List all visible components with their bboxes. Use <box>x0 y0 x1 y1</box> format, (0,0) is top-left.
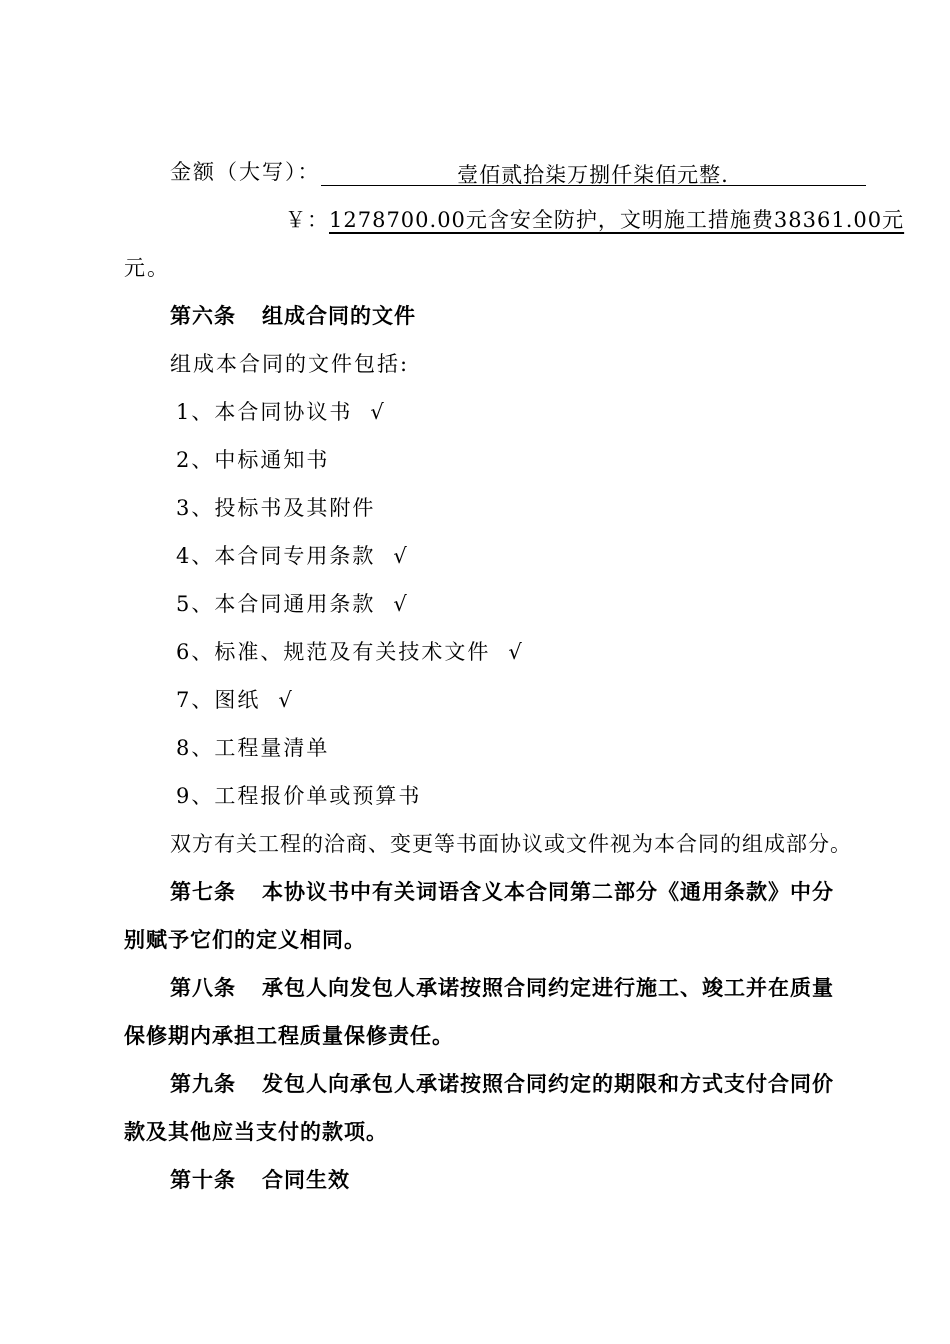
list-item <box>176 542 409 570</box>
checkmark-icon: √ <box>393 544 409 568</box>
amount-numeric-prefix: ￥： <box>285 208 329 232</box>
article8-number: 第八条 <box>170 976 236 1000</box>
list-item-text: 6、标准、规范及有关技术文件 <box>176 640 491 664</box>
list-item-text: 3、投标书及其附件 <box>176 496 376 520</box>
article8-line2: 保修期内承担工程质量保修责任。 <box>124 1024 454 1048</box>
list-item-text: 4、本合同专用条款 <box>176 544 376 568</box>
article6-number: 第六条 <box>170 304 236 328</box>
article9-line1 <box>170 1070 834 1098</box>
list-item-text: 9、工程报价单或预算书 <box>176 784 422 808</box>
article9-number: 第九条 <box>170 1072 236 1096</box>
list-item <box>176 590 409 618</box>
amount-numeric: 1278700.00元含安全防护，文明施工措施费38361.00元 <box>329 208 905 232</box>
list-item-text: 2、中标通知书 <box>176 448 330 472</box>
article10-heading <box>170 1166 350 1194</box>
article6-title: 组成合同的文件 <box>262 304 416 328</box>
list-item <box>176 734 347 762</box>
checkmark-icon: √ <box>508 640 524 664</box>
article9-line2: 款及其他应当支付的款项。 <box>124 1120 388 1144</box>
list-item <box>176 398 386 426</box>
amount-words-line <box>170 158 866 186</box>
amount-numeric-tail: 元。 <box>124 256 170 280</box>
list-item <box>176 494 393 522</box>
amount-words-field <box>321 161 866 186</box>
article8-text: 承包人向发包人承诺按照合同约定进行施工、竣工并在质量 <box>262 976 834 1000</box>
checkmark-icon: √ <box>393 592 409 616</box>
article9-text: 发包人向承包人承诺按照合同约定的期限和方式支付合同价 <box>262 1072 834 1096</box>
article7-line1 <box>170 878 834 906</box>
list-item <box>176 686 294 714</box>
list-item <box>176 638 524 666</box>
amount-label: 金额（大写）： <box>170 160 321 184</box>
article6-heading <box>170 302 416 330</box>
list-item-text: 8、工程量清单 <box>176 736 330 760</box>
checkmark-icon: √ <box>278 688 294 712</box>
checkmark-icon: √ <box>370 400 386 424</box>
list-item-text: 5、本合同通用条款 <box>176 592 376 616</box>
article8-line1 <box>170 974 834 1002</box>
list-item-text: 1、本合同协议书 <box>176 400 353 424</box>
article7-line2: 别赋予它们的定义相同。 <box>124 928 366 952</box>
amount-words: 壹佰贰拾柒万捌仟柒佰元整. <box>457 163 729 187</box>
list-item-text: 7、图纸 <box>176 688 261 712</box>
article10-title: 合同生效 <box>262 1168 350 1192</box>
list-item <box>176 446 347 474</box>
amount-numeric-line <box>285 206 904 234</box>
article6-closing: 双方有关工程的洽商、变更等书面协议或文件视为本合同的组成部分。 <box>170 832 852 856</box>
article6-intro: 组成本合同的文件包括: <box>170 352 410 376</box>
list-item <box>176 782 439 810</box>
article10-number: 第十条 <box>170 1168 236 1192</box>
article7-number: 第七条 <box>170 880 236 904</box>
article7-text: 本协议书中有关词语含义本合同第二部分《通用条款》中分 <box>262 880 834 904</box>
